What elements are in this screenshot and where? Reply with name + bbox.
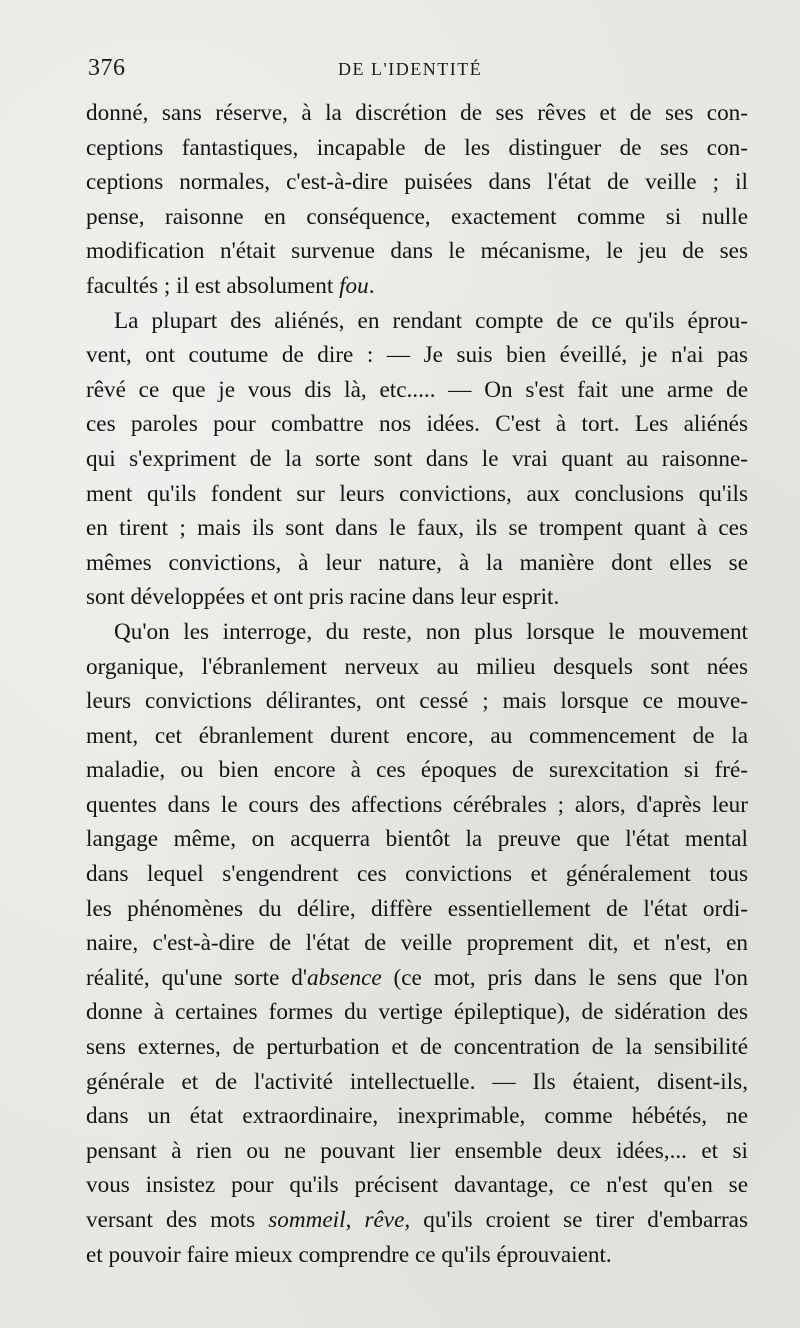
text-line xyxy=(86,269,748,304)
text-segment: , xyxy=(345,1207,365,1233)
text-line: pensant à rien ou ne pouvant lier ensemble deux idées,... et si xyxy=(86,1137,748,1164)
text-line: et pouvoir faire mieux comprendre ce qu'ils éprouvaient. xyxy=(86,1241,612,1268)
body-text xyxy=(86,96,748,1272)
text-line xyxy=(86,961,748,996)
text-line: La plupart des aliénés, en rendant compte de ce qu'ils éprou- xyxy=(114,307,748,334)
text-line: ment qu'ils fondent sur leurs convictions, aux conclusions qu'ils xyxy=(86,480,748,507)
text-segment: , qu'ils croient se tirer d'embarras xyxy=(404,1207,748,1233)
text-segment: (ce mot, pris dans le sens que l'on xyxy=(381,964,748,991)
text-line: dans un état extraordinaire, inexprimable, comme hébétés, ne xyxy=(86,1103,748,1130)
text-line: les phénomènes du délire, diffère essentiellement de l'état ordi- xyxy=(86,895,748,922)
text-line: leurs convictions délirantes, ont cessé ; mais lorsque ce mouve- xyxy=(86,688,748,715)
text-segment: versant des mots xyxy=(86,1207,269,1233)
text-line: vent, ont coutume de dire : — Je suis bien éveillé, je n'ai pas xyxy=(86,342,748,369)
running-title: DE L'IDENTITÉ xyxy=(338,59,483,79)
text-segment: réalité, qu'une sorte d' xyxy=(86,964,307,991)
italic-word: absence xyxy=(307,964,382,991)
text-line: rêvé ce que je vous dis là, etc..... — On s'est fait une arme de xyxy=(86,376,748,403)
text-line: dans lequel s'engendrent ces convictions et généralement tous xyxy=(86,861,748,888)
text-line: qui s'expriment de la sorte sont dans le vrai quant au raisonne- xyxy=(86,445,748,472)
text-line: ceptions normales, c'est-à-dire puisées dans l'état de veille ; il xyxy=(86,169,748,196)
italic-word: rêve xyxy=(364,1207,405,1233)
paragraph-2 xyxy=(86,304,748,615)
text-line xyxy=(86,1203,748,1238)
text-line: Qu'on les interroge, du reste, non plus lorsque le mouvement xyxy=(114,618,748,645)
text-segment: . xyxy=(368,272,375,299)
text-line: modification n'était survenue dans le mécanisme, le jeu de ses xyxy=(86,238,748,265)
text-line: quentes dans le cours des affections cérébrales ; alors, d'après leur xyxy=(86,791,748,818)
paragraph-3 xyxy=(86,615,748,1272)
text-line: donné, sans réserve, à la discrétion de ses rêves et de ses con- xyxy=(86,100,748,126)
text-segment: facultés ; il est absolument xyxy=(86,272,340,299)
page-number: 376 xyxy=(88,55,126,81)
text-line: en tirent ; mais ils sont dans le faux, ils se trompent quant à ces xyxy=(86,515,748,542)
text-line: ceptions fantastiques, incapable de les distinguer de ses con- xyxy=(86,134,748,161)
italic-word: sommeil xyxy=(268,1207,346,1233)
text-line: ces paroles pour combattre nos idées. C'est à tort. Les aliénés xyxy=(86,411,748,438)
text-line: naire, c'est-à-dire de l'état de veille proprement dit, et n'est, en xyxy=(86,930,748,957)
italic-word: fou xyxy=(339,272,369,299)
text-line: vous insistez pour qu'ils précisent davantage, ce n'est qu'en se xyxy=(86,1172,748,1199)
text-line: maladie, ou bien encore à ces époques de surexcitation si fré- xyxy=(86,757,748,784)
text-line: sont développées et ont pris racine dans leur esprit. xyxy=(86,584,560,611)
text-line: pense, raisonne en conséquence, exactement comme si nulle xyxy=(86,203,748,230)
text-line: mêmes convictions, à leur nature, à la manière dont elles se xyxy=(86,549,748,576)
text-line: langage même, on acquerra bientôt la preuve que l'état mental xyxy=(86,826,748,853)
text-line: donne à certaines formes du vertige épileptique), de sidération des xyxy=(86,999,748,1026)
running-header xyxy=(88,55,728,89)
text-line: sens externes, de perturbation et de concentration de la sensibilité xyxy=(86,1034,748,1061)
text-line: organique, l'ébranlement nerveux au milieu desquels sont nées xyxy=(86,653,748,680)
text-line: générale et de l'activité intellectuelle. — Ils étaient, disent-ils, xyxy=(86,1068,748,1095)
paragraph-1 xyxy=(86,96,748,304)
text-line: ment, cet ébranlement durent encore, au commencement de la xyxy=(86,722,748,749)
